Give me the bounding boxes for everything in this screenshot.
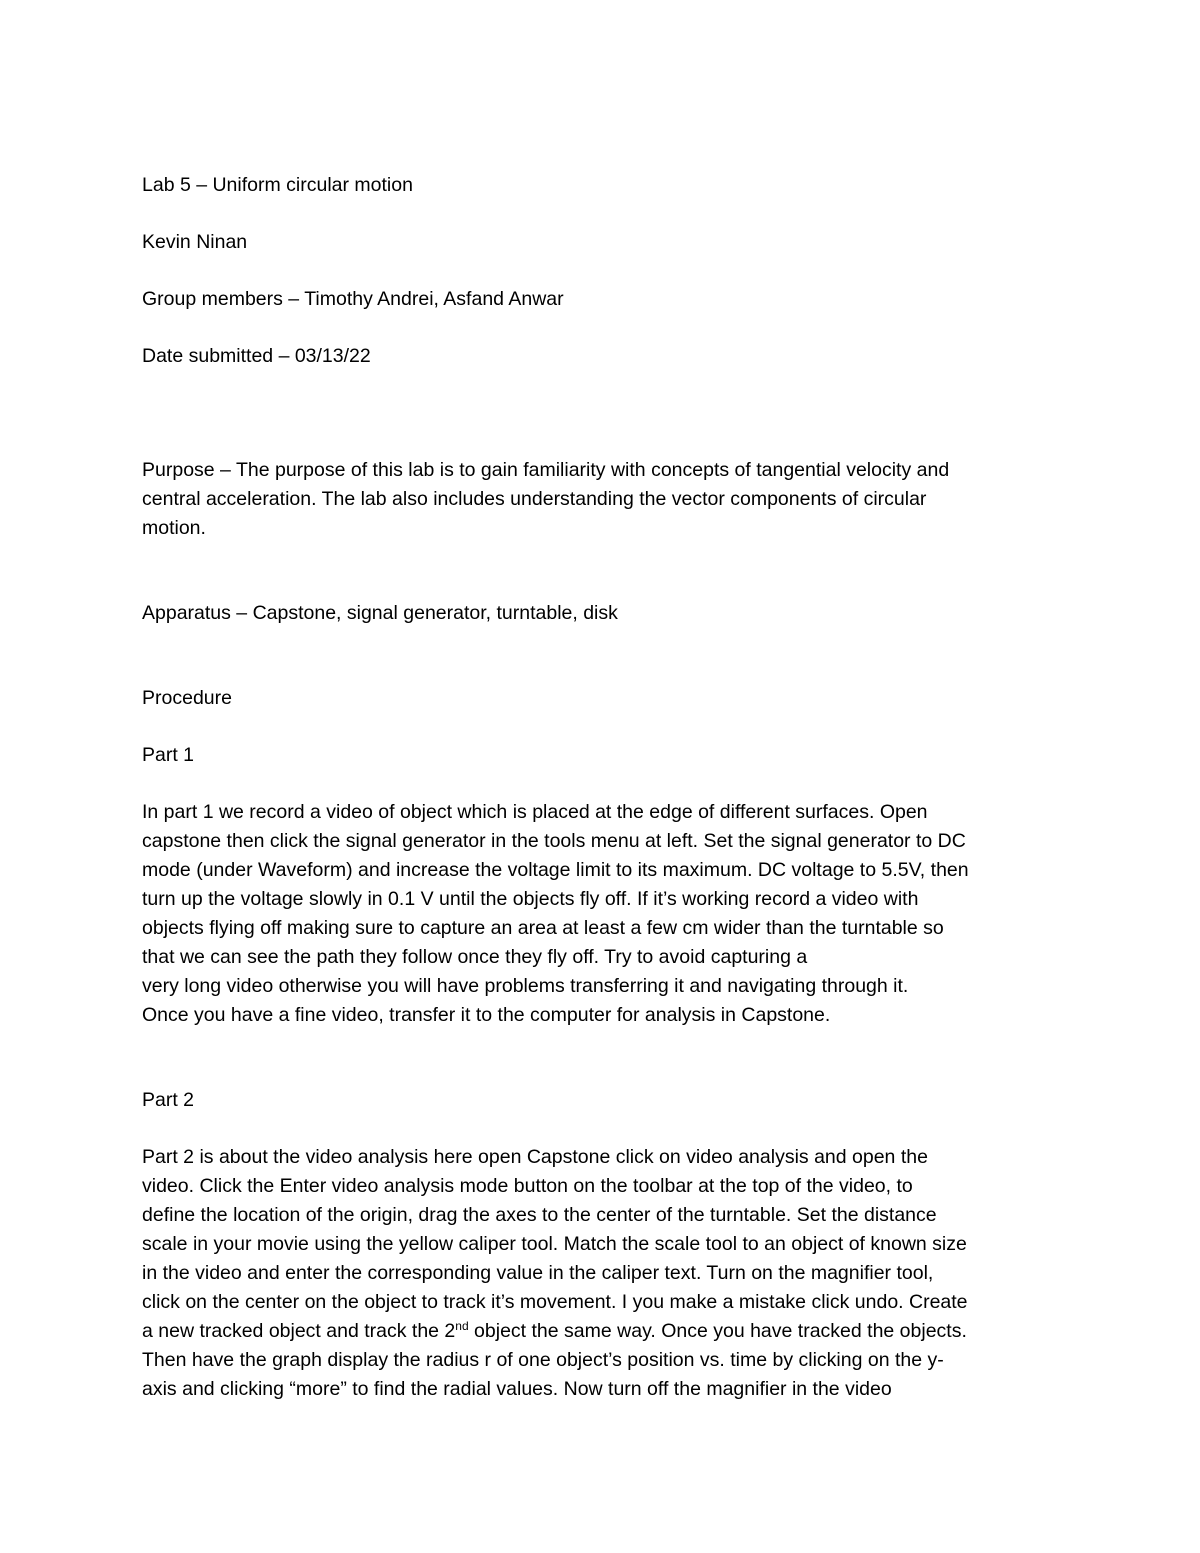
apparatus-line: Apparatus – Capstone, signal generator, turntable, disk — [142, 602, 618, 624]
part2-paragraph — [142, 1143, 1082, 1404]
ordinal-superscript: nd — [455, 1319, 469, 1333]
part1-heading: Part 1 — [142, 744, 195, 766]
purpose-paragraph: Purpose – The purpose of this lab is to gain familiarity with concepts of tangential velocity and central acceleration. The lab also includes understanding the vector components of circular motion. — [142, 459, 950, 539]
procedure-heading: Procedure — [142, 687, 232, 709]
group-members: Group members – Timothy Andrei, Asfand Anwar — [142, 288, 564, 310]
part2-text-a: Part 2 is about the video analysis here open Capstone click on video analysis and open the video. Click the Enter video analysis mode button on the toolbar at the top of the video, to define the location of the origin, drag the axes to the center of the turntable. Set the distance scale in your movie using the yellow caliper tool. Match the scale tool to an object of known size in the video and enter the corresponding value in the caliper text. Turn on the magnifier tool, click on the center on the object to track it’s movement. I you make a mistake click undo. Create a new tracked object and track the 2 — [142, 1146, 968, 1342]
document-body — [142, 171, 1082, 1404]
part2-text-b: object the same way. Once you have tracked the objects. Then have the graph display the radius r of one object’s position vs. time by clicking on the y- axis and clicking “more” to find the radial values. Now turn off the magnifier in the video — [142, 1320, 967, 1400]
date-submitted: Date submitted – 03/13/22 — [142, 345, 371, 367]
author-name: Kevin Ninan — [142, 231, 248, 253]
part2-heading: Part 2 — [142, 1089, 195, 1111]
lab-title: Lab 5 – Uniform circular motion — [142, 174, 413, 196]
part1-paragraph: In part 1 we record a video of object which is placed at the edge of different surfaces. Open capstone then click the signal generator in the tools menu at left. Set the signal generator to DC mode (under Waveform) and increase the voltage limit to its maximum. DC voltage to 5.5V, then turn up the voltage slowly in 0.1 V until the objects fly off. If it’s working record a video with objects flying off making sure to capture an area at least a few cm wider than the turntable so that we can see the path they follow once they fly off. Try to avoid capturing a very long video otherwise you will have problems transferring it and navigating through it. Once you have a fine video, transfer it to the computer for analysis in Capstone. — [142, 801, 969, 1026]
